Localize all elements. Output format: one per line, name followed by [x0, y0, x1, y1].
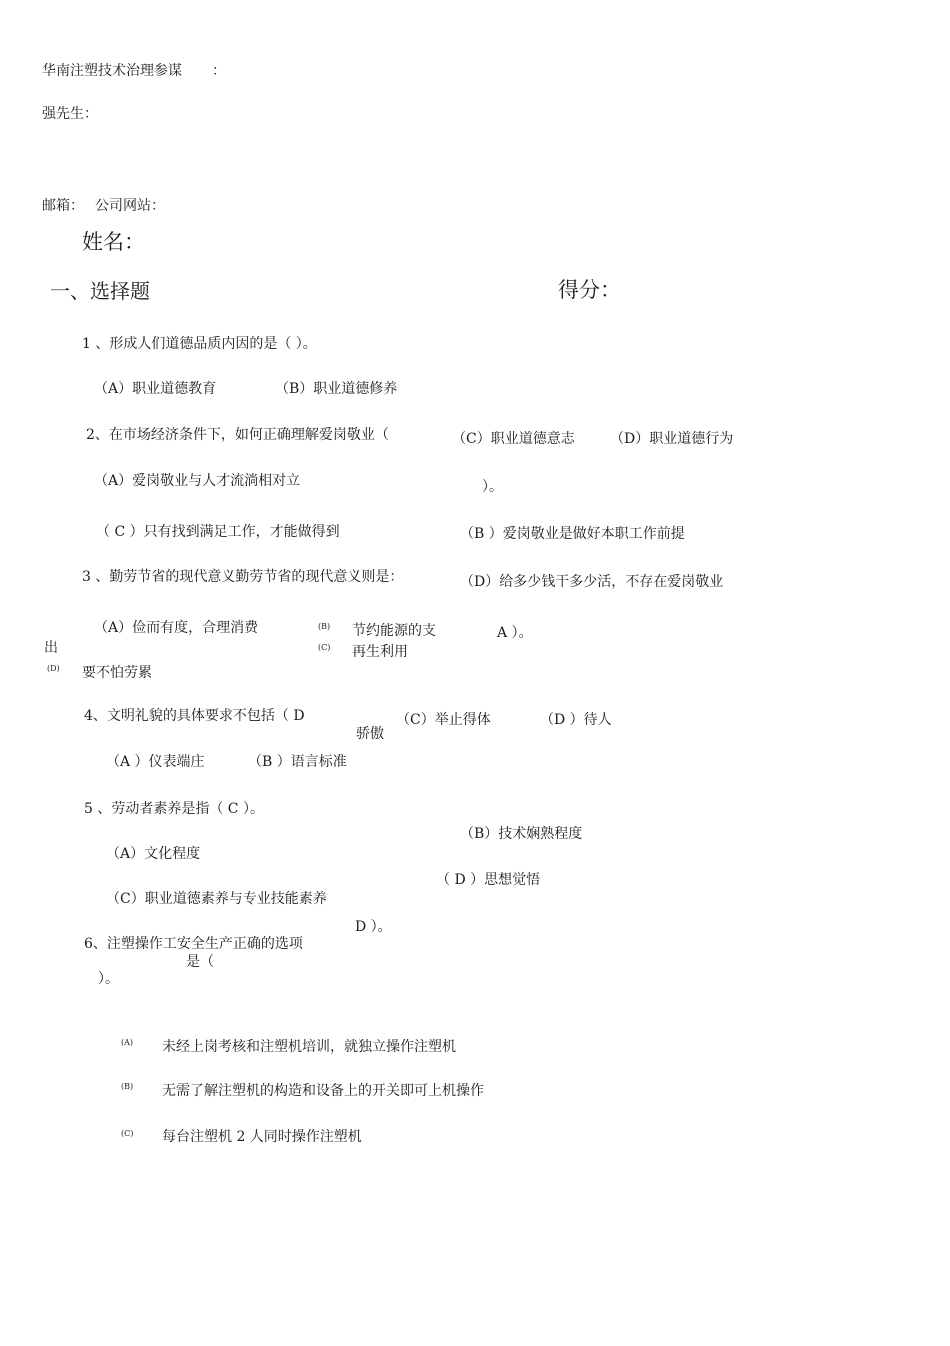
q3-option-c-mark: (C) [318, 643, 331, 652]
q2-option-d: （D）给多少钱干多少活，不存在爱岗敬业 [460, 574, 724, 590]
q1-option-d: （D）职业道德行为 [610, 431, 734, 447]
q2-option-b: （B ）爱岗敬业是做好本职工作前提 [460, 526, 685, 542]
q3-option-d: 要不怕劳累 [82, 665, 152, 681]
q3-stem: 3 、勤劳节省的现代意义勤劳节省的现代意义则是： [82, 569, 404, 585]
q4-stem: 4、文明礼貌的具体要求不包括（ D [84, 708, 305, 724]
q6-option-a: 未经上岗考核和注塑机培训，就独立操作注塑机 [162, 1039, 456, 1055]
q3-option-d-mark: (D) [47, 664, 60, 673]
q6-stem-cont: 是（ [186, 954, 214, 970]
org-title: 华南注塑技术治理参谋 [42, 63, 182, 79]
q5-stem: 5 、劳动者素养是指（ C ）。 [84, 801, 264, 817]
q6-option-c-mark: (C) [121, 1129, 134, 1138]
q3-option-c: 再生利用 [352, 644, 408, 660]
org-title-colon: ： [212, 63, 226, 79]
q5-option-a: （A）文化程度 [106, 846, 201, 862]
q3-option-a: （A）俭而有度，合理消费 [94, 620, 259, 636]
q2-close: ）。 [482, 479, 503, 495]
q4-option-a: （A ）仪表端庄 [106, 754, 205, 770]
contact-label: 强先生： [42, 106, 98, 122]
q6-option-c: 每台注塑机 2 人同时操作注塑机 [162, 1129, 362, 1145]
q5-option-c: （C）职业道德素养与专业技能素养 [106, 891, 327, 907]
q5-option-b: （B）技术娴熟程度 [460, 826, 583, 842]
q2-option-c: （ C ）只有找到满足工作，才能做得到 [96, 524, 340, 540]
q6-option-a-mark: (A) [121, 1038, 134, 1047]
q1-option-c: （C）职业道德意志 [452, 431, 575, 447]
q3-continuation: 出 [44, 640, 58, 656]
q1-stem: 1 、形成人们道德品质内因的是（ ）。 [82, 336, 317, 352]
q6-option-b: 无需了解注塑机的构造和设备上的开关即可上机操作 [162, 1083, 484, 1099]
name-label: 姓名： [82, 230, 145, 254]
q3-option-b: 节约能源的支 [352, 623, 436, 639]
website-label: 公司网站： [95, 198, 165, 214]
q5-option-d: （ D ）思想觉悟 [436, 872, 541, 888]
q4-option-d: （D ）待人 [540, 712, 612, 728]
q4-continuation: 骄傲 [356, 726, 384, 742]
email-label: 邮箱： [42, 198, 84, 214]
q4-option-b: （B ）语言标准 [248, 754, 347, 770]
score-label: 得分： [558, 278, 621, 302]
q2-stem: 2、在市场经济条件下，如何正确理解爱岗敬业（ [86, 427, 389, 443]
q1-option-a: （A）职业道德教育 [94, 381, 217, 397]
q2-option-a: （A）爱岗敬业与人才流淌相对立 [94, 473, 301, 489]
q6-close: ）。 [98, 971, 119, 987]
q1-option-b: （B）职业道德修养 [275, 381, 398, 397]
section-title: 一、选择题 [50, 279, 150, 303]
q4-option-c: （C）举止得体 [396, 712, 491, 728]
q3-answer: A ）。 [497, 625, 533, 641]
q6-stem: 6、注塑操作工安全生产正确的选项 [84, 936, 303, 952]
q6-answer: D ）。 [355, 919, 392, 935]
q6-option-b-mark: (B) [121, 1082, 134, 1091]
q3-option-b-mark: (B) [318, 622, 331, 631]
